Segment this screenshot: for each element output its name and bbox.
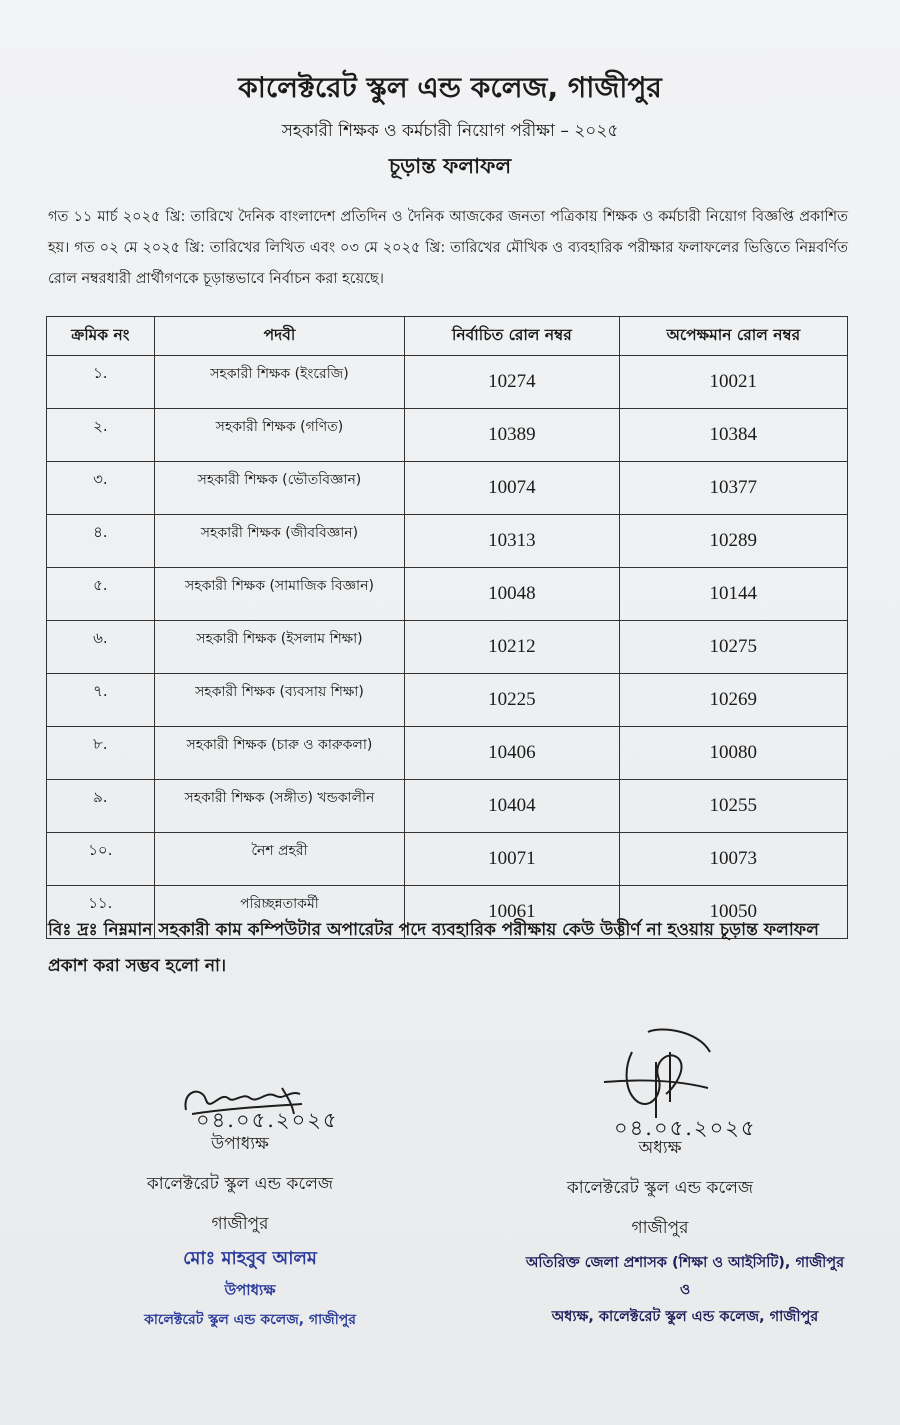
cell-serial: ৩. bbox=[47, 462, 155, 515]
cell-serial: ১১. bbox=[47, 886, 155, 939]
cell-serial: ৭. bbox=[47, 674, 155, 727]
cell-serial: ৯. bbox=[47, 780, 155, 833]
cell-post: সহকারী শিক্ষক (ইসলাম শিক্ষা) bbox=[154, 621, 405, 674]
cell-waiting-roll: 10021 bbox=[619, 356, 847, 409]
cell-post: সহকারী শিক্ষক (সামাজিক বিজ্ঞান) bbox=[154, 568, 405, 621]
right-signature-block bbox=[520, 1128, 800, 1248]
cell-serial: ৪. bbox=[47, 515, 155, 568]
cell-waiting-roll: 10073 bbox=[619, 833, 847, 886]
cell-selected-roll: 10274 bbox=[405, 356, 619, 409]
exam-subtitle: সহকারী শিক্ষক ও কর্মচারী নিয়োগ পরীক্ষা – ২০২৫ bbox=[281, 121, 619, 141]
right-seal-stamp bbox=[520, 1252, 850, 1330]
table-row bbox=[47, 568, 848, 621]
cell-waiting-roll: 10144 bbox=[619, 568, 847, 621]
cell-waiting-roll: 10289 bbox=[619, 515, 847, 568]
cell-selected-roll: 10212 bbox=[405, 621, 619, 674]
cell-post: সহকারী শিক্ষক (জীববিজ্ঞান) bbox=[154, 515, 405, 568]
cell-waiting-roll: 10275 bbox=[619, 621, 847, 674]
cell-post: নৈশ প্রহরী bbox=[154, 833, 405, 886]
table-header-row bbox=[47, 317, 848, 356]
header-selected-roll: নির্বাচিত রোল নম্বর bbox=[405, 317, 619, 356]
table-row bbox=[47, 621, 848, 674]
cell-selected-roll: 10061 bbox=[405, 886, 619, 939]
cell-waiting-roll: 10080 bbox=[619, 727, 847, 780]
cell-waiting-roll: 10377 bbox=[619, 462, 847, 515]
cell-post: সহকারী শিক্ষক (ইংরেজি) bbox=[154, 356, 405, 409]
stamp-line-2: ও bbox=[679, 1282, 691, 1298]
table-row bbox=[47, 462, 848, 515]
stamp-organization: কালেক্টরেট স্কুল এন্ড কলেজ, গাজীপুর bbox=[144, 1312, 356, 1328]
cell-serial: ১. bbox=[47, 356, 155, 409]
cell-serial: ৫. bbox=[47, 568, 155, 621]
cell-selected-roll: 10313 bbox=[405, 515, 619, 568]
cell-post: সহকারী শিক্ষক (ব্যবসায় শিক্ষা) bbox=[154, 674, 405, 727]
stamp-line-1: অতিরিক্ত জেলা প্রশাসক (শিক্ষা ও আইসিটি), গাজীপুর bbox=[525, 1255, 845, 1271]
cell-selected-roll: 10071 bbox=[405, 833, 619, 886]
result-table-body bbox=[47, 356, 848, 939]
cell-serial: ৮. bbox=[47, 727, 155, 780]
right-place: গাজীপুর bbox=[631, 1218, 689, 1238]
cell-selected-roll: 10406 bbox=[405, 727, 619, 780]
left-designation: উপাধ্যক্ষ bbox=[211, 1134, 269, 1154]
right-institution: কালেক্টরেট স্কুল এন্ড কলেজ bbox=[566, 1178, 754, 1198]
stamp-designation: উপাধ্যক্ষ bbox=[224, 1281, 276, 1299]
cell-serial: ২. bbox=[47, 409, 155, 462]
left-signature-block bbox=[110, 1124, 370, 1244]
institution-title: কালেক্টরেট স্কুল এন্ড কলেজ, গাজীপুর bbox=[238, 71, 662, 104]
table-row bbox=[47, 409, 848, 462]
stamp-name: মোঃ মাহবুব আলম bbox=[183, 1248, 317, 1269]
table-row bbox=[47, 780, 848, 833]
footnote: বিঃ দ্রঃ নিম্নমান সহকারী কাম কম্পিউটার অপারেটর পদে ব্যবহারিক পরীক্ষায় কেউ উত্তীর্ণ না হওয়ায় চূড়ান্ত ফলাফল প্রকাশ করা সম্ভব হলো না। bbox=[48, 920, 819, 976]
table-row bbox=[47, 833, 848, 886]
cell-selected-roll: 10048 bbox=[405, 568, 619, 621]
cell-post: সহকারী শিক্ষক (সঙ্গীত) খন্ডকালীন bbox=[154, 780, 405, 833]
cell-post: সহকারী শিক্ষক (গণিত) bbox=[154, 409, 405, 462]
table-row bbox=[47, 727, 848, 780]
table-row bbox=[47, 674, 848, 727]
header-serial: ক্রমিক নং bbox=[47, 317, 155, 356]
cell-waiting-roll: 10050 bbox=[619, 886, 847, 939]
right-signature-date: ০৪.০৫.২০২৫ bbox=[614, 1116, 757, 1140]
stamp-line-3: অধ্যক্ষ, কালেক্টরেট স্কুল এন্ড কলেজ, গাজীপুর bbox=[551, 1309, 819, 1325]
intro-paragraph: গত ১১ মার্চ ২০২৫ খ্রি: তারিখে দৈনিক বাংলাদেশ প্রতিদিন ও দৈনিক আজকের জনতা পত্রিকায় শিক্ষক ও কর্মচারী নিয়োগ বিজ্ঞপ্তি প্রকাশিত হয়। গত ০২ মে ২০২৫ খ্রি: তারিখের লিখিত এবং ০৩ মে ২০২৫ খ্রি: তারিখের মৌখিক ও ব্যবহারিক পরীক্ষার ফলাফলের ভিত্তিতে নিম্নবর্ণিত রোল নম্বরধারী প্রার্থীগণকে চূড়ান্তভাবে নির্বাচন করা হয়েছে। bbox=[48, 209, 848, 287]
cell-post: পরিচ্ছন্নতাকর্মী bbox=[154, 886, 405, 939]
table-row bbox=[47, 356, 848, 409]
cell-selected-roll: 10404 bbox=[405, 780, 619, 833]
left-institution: কালেক্টরেট স্কুল এন্ড কলেজ bbox=[146, 1174, 334, 1194]
cell-selected-roll: 10389 bbox=[405, 409, 619, 462]
result-heading: চূড়ান্ত ফলাফল bbox=[388, 154, 512, 178]
left-seal-stamp bbox=[120, 1244, 380, 1332]
cell-waiting-roll: 10255 bbox=[619, 780, 847, 833]
left-place: গাজীপুর bbox=[211, 1214, 269, 1234]
cell-post: সহকারী শিক্ষক (ভৌতবিজ্ঞান) bbox=[154, 462, 405, 515]
cell-serial: ৬. bbox=[47, 621, 155, 674]
table-row bbox=[47, 515, 848, 568]
principal-signature bbox=[598, 1022, 728, 1122]
cell-post: সহকারী শিক্ষক (চারু ও কারুকলা) bbox=[154, 727, 405, 780]
cell-waiting-roll: 10384 bbox=[619, 409, 847, 462]
left-signature-date: ০৪.০৫.২০২৫ bbox=[196, 1108, 339, 1132]
header-waiting-roll: অপেক্ষমান রোল নম্বর bbox=[619, 317, 847, 356]
result-table bbox=[46, 316, 848, 939]
right-designation: অধ্যক্ষ bbox=[638, 1138, 682, 1158]
header-post: পদবী bbox=[154, 317, 405, 356]
cell-selected-roll: 10074 bbox=[405, 462, 619, 515]
cell-serial: ১০. bbox=[47, 833, 155, 886]
cell-selected-roll: 10225 bbox=[405, 674, 619, 727]
cell-waiting-roll: 10269 bbox=[619, 674, 847, 727]
